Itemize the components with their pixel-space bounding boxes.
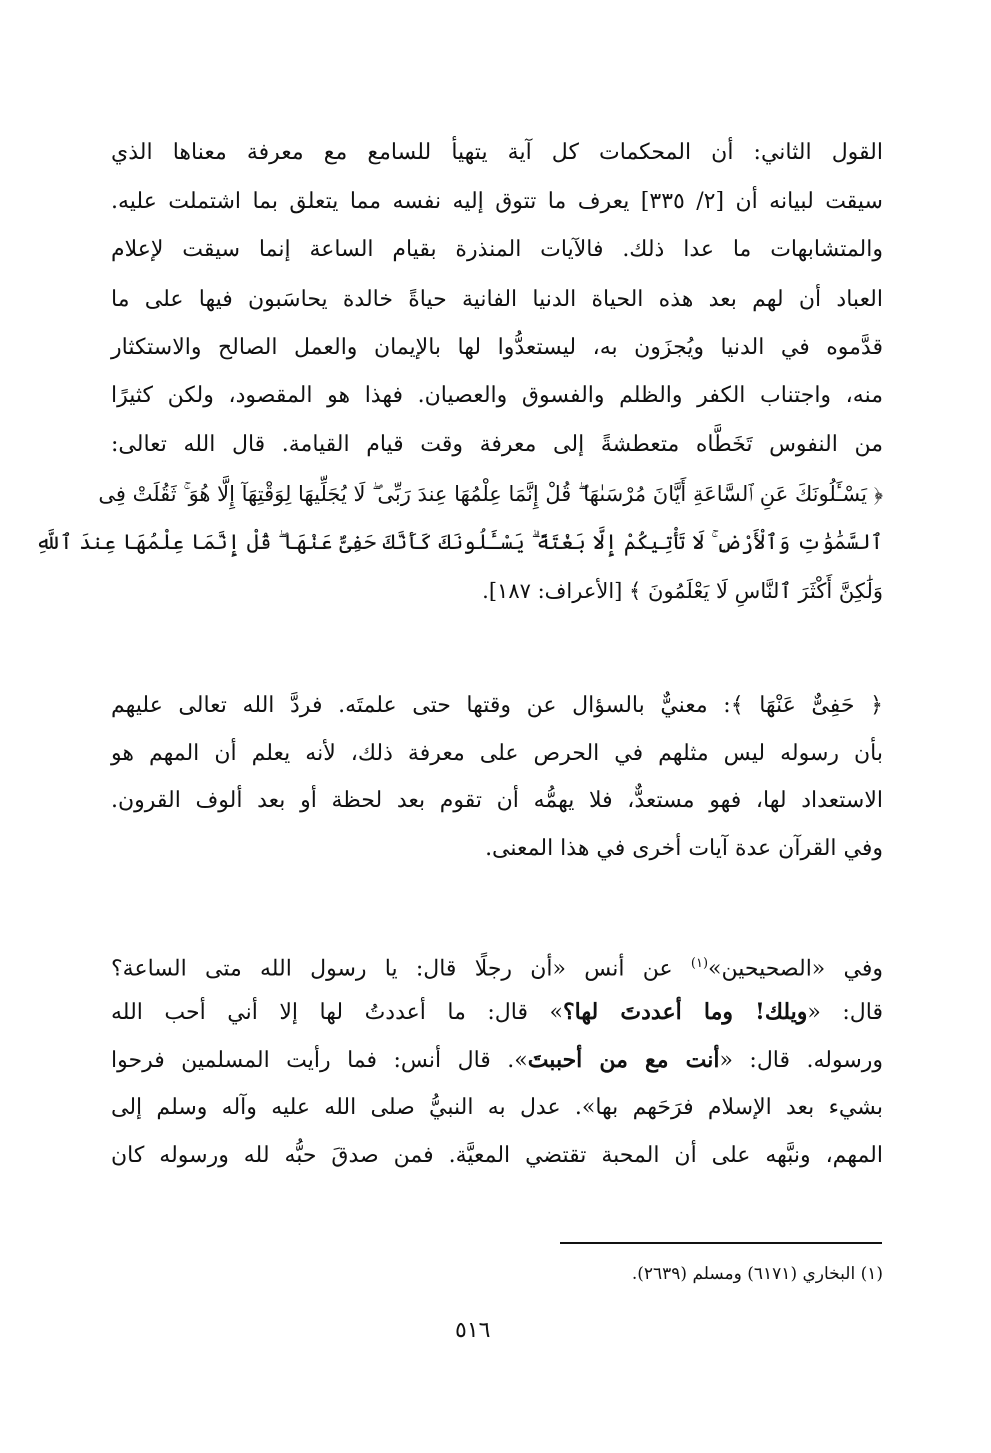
text: وفي «الصحيحين»: [708, 956, 883, 982]
footnote-divider: [560, 1242, 882, 1244]
text-line: القول الثاني: أن المحكمات كل آية يتهيأ للسامع مع معرفة معناها الذي: [111, 140, 883, 165]
text: ». قال أنس: فما رأيت المسلمين فرحوا: [111, 1048, 528, 1073]
text-line: من النفوس تَخَطَّاه متعطشةً إلى معرفة وقت قيام القيامة. قال الله تعالى:: [111, 432, 883, 457]
text-line: بشيء بعد الإسلام فرَحَهم بها». عدل به النبيُّ صلى الله عليه وآله وسلم إلى: [111, 1095, 883, 1120]
text-line: العباد أن لهم بعد هذه الحياة الدنيا الفانية حياةً خالدة يحاسَبون فيها على ما: [111, 287, 883, 312]
text-line: الاستعداد لها، فهو مستعدٌّ، فلا يهمُّه أن تقوم بعد لحظة أو بعد ألوف القرون.: [111, 788, 883, 813]
quran-verse-line: ٱلسَّمَٰوَٰتِ وَٱلْأَرْضِ ۚ لَا تَأْتِيكُمْ إِلَّا بَغْتَةً ۗ يَسْـَٔلُونَكَ كَأَنَّكَ حَفِىٌّ عَنْهَا ۖ قُلْ إِنَّمَا عِلْمُهَا عِندَ ٱللَّهِ: [35, 530, 883, 554]
text: قال: «: [807, 1000, 883, 1025]
text-line: [111, 1045, 883, 1076]
text-line: قدَّموه في الدنيا ويُجزَون به، ليستعدُّوا لها بالإيمان والعمل الصالح والاستكثار: [111, 335, 883, 360]
text: » قال: ما أعددتُ لها إلا أني أحب الله: [111, 1000, 563, 1025]
text-line: [111, 949, 883, 984]
text: ورسوله. قال: «: [719, 1048, 884, 1073]
footnote: (١) البخاري (٦١٧١) ومسلم (٢٦٣٩).: [631, 1264, 883, 1284]
text-line: وفي القرآن عدة آيات أخرى في هذا المعنى.: [485, 836, 883, 861]
text-line: والمتشابهات ما عدا ذلك. فالآيات المنذرة بقيام الساعة إنما سيقت لإعلام: [111, 237, 883, 262]
hadith-quote-bold: ويلك! وما أعددتَ لها؟: [562, 999, 808, 1025]
text-line: بأن رسوله ليس مثلهم في الحرص على معرفة ذلك، لأنه يعلم أن المهم هو: [111, 741, 883, 766]
text: عن أنس «أن رجلًا قال: يا رسول الله متى الساعة؟: [111, 956, 691, 982]
page-number: ٥١٦: [455, 1318, 491, 1343]
text-line: منه، واجتناب الكفر والظلم والفسوق والعصيان. فهذا هو المقصود، ولكن كثيرًا: [111, 383, 883, 408]
footnote-ref[interactable]: (١): [690, 956, 709, 971]
text-line: المهم، ونبَّهه على أن المحبة تقتضي المعيَّة. فمن صدقَ حبُّه لله ورسوله كان: [111, 1143, 883, 1168]
text-line: [111, 997, 883, 1028]
quran-verse-line: وَلَٰكِنَّ أَكْثَرَ ٱلنَّاسِ لَا يَعْلَمُونَ ﴾ [الأعراف: ١٨٧].: [482, 579, 883, 603]
text-line: ﴿ حَفِىٌّ عَنْهَا ﴾: معنيٌّ بالسؤال عن وقتها حتى علمتَه. فردَّ الله تعالى عليهم: [111, 693, 883, 718]
text-line: سيقت لبيانه أن [٢/ ٣٣٥] يعرف ما تتوق إليه نفسه مما يتعلق بما اشتملت عليه.: [111, 189, 883, 214]
hadith-quote-bold: أنت مع من أحببتَ: [527, 1047, 720, 1073]
quran-verse-line: ﴿ يَسْـَٔلُونَكَ عَنِ ٱلسَّاعَةِ أَيَّانَ مُرْسَىٰهَا ۖ قُلْ إِنَّمَا عِلْمُهَا عِندَ رَبِّى ۖ لَا يُجَلِّيهَا لِوَقْتِهَآ إِلَّا هُوَ ۚ ثَقُلَتْ فِى: [98, 482, 883, 506]
